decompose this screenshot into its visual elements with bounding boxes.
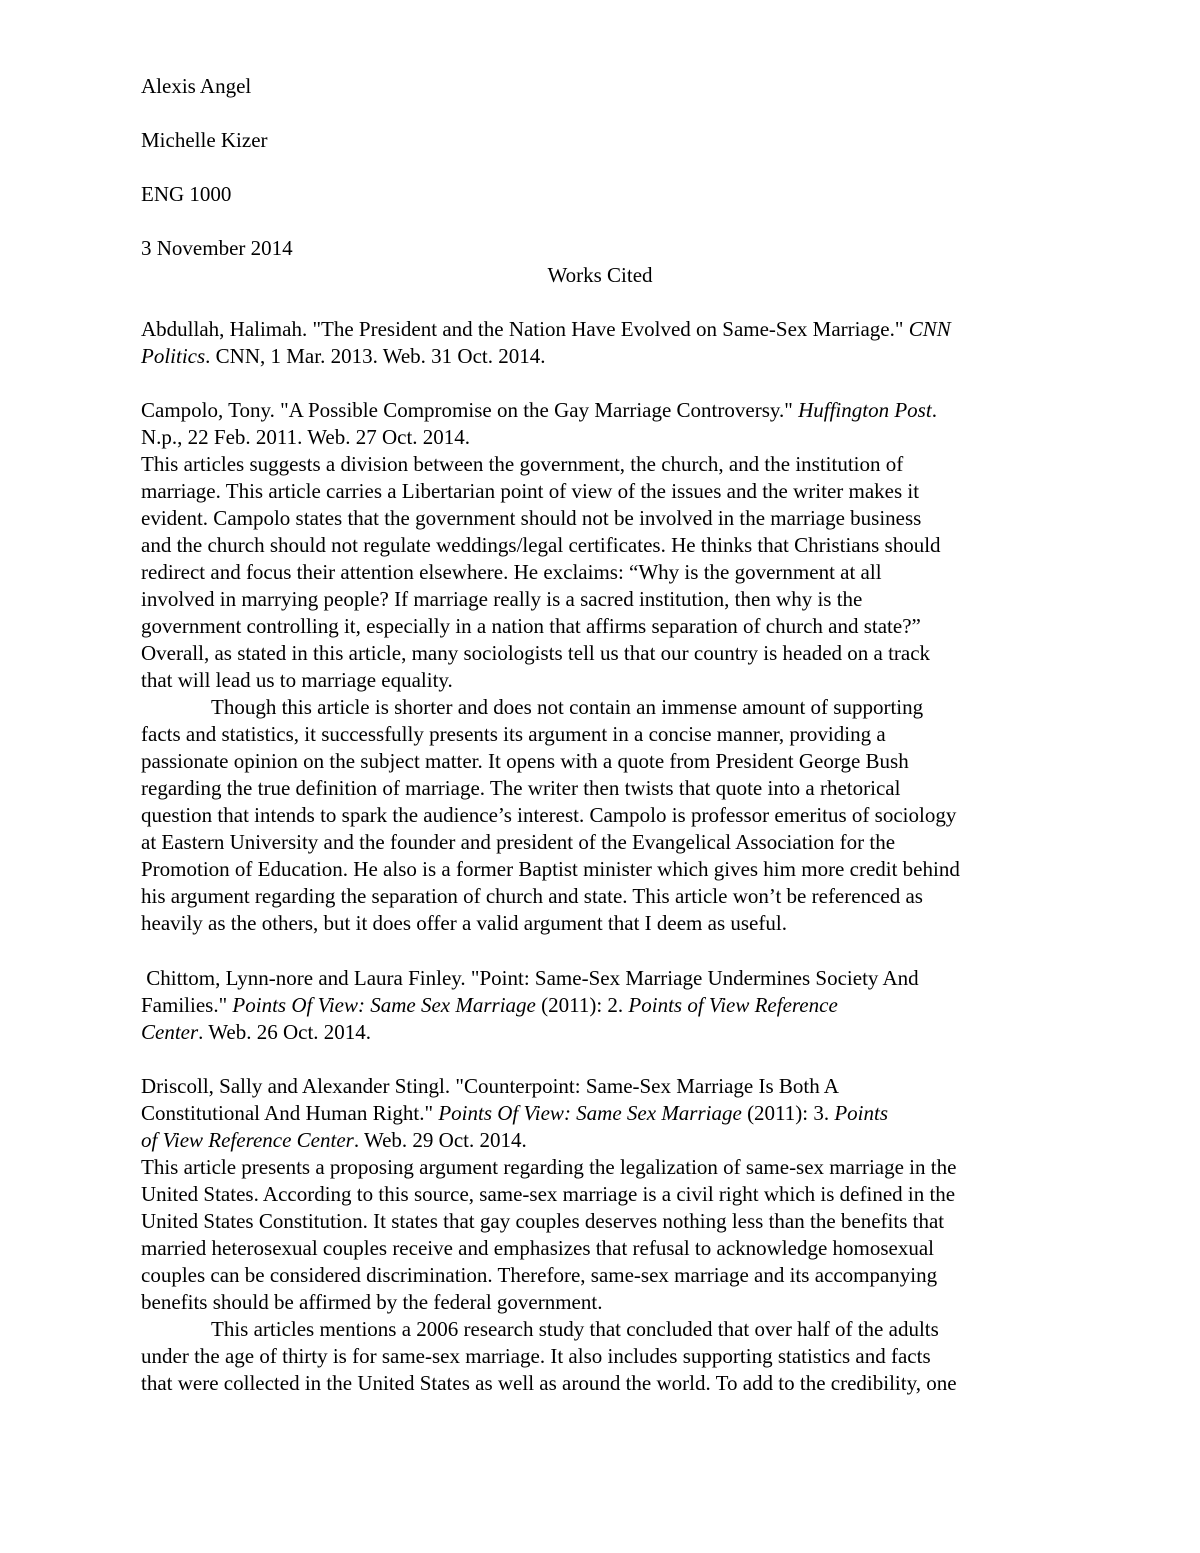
annotation-line: United States Constitution. It states that gay couples deserves nothing less than the benefits that bbox=[141, 1209, 945, 1233]
annotation-line: United States. According to this source, same-sex marriage is a civil right which is defined in the bbox=[141, 1182, 956, 1206]
annotation-line: that will lead us to marriage equality. bbox=[141, 668, 453, 692]
course-name: ENG 1000 bbox=[141, 182, 232, 206]
annotation-line: benefits should be affirmed by the federal government. bbox=[141, 1290, 603, 1314]
annotation-line: This article presents a proposing argument regarding the legalization of same-sex marriage in the bbox=[141, 1155, 957, 1179]
page-title: Works Cited bbox=[547, 263, 653, 287]
annotation-line: redirect and focus their attention elsewhere. He exclaims: “Why is the government at all bbox=[141, 560, 882, 584]
annotation-line: couples can be considered discrimination. Therefore, same-sex marriage and its accompanying bbox=[141, 1263, 938, 1287]
citation bbox=[141, 316, 1071, 370]
annotation-paragraph bbox=[141, 1316, 1071, 1397]
annotation-line: at Eastern University and the founder and president of the Evangelical Association for the bbox=[141, 830, 896, 854]
annotation-line: that were collected in the United States as well as around the world. To add to the credibility, one bbox=[141, 1371, 957, 1395]
annotation-line: This articles suggests a division between the government, the church, and the institution of bbox=[141, 452, 904, 476]
instructor-name: Michelle Kizer bbox=[141, 128, 268, 152]
citation-line: of View Reference Center. Web. 29 Oct. 2014. bbox=[141, 1128, 527, 1152]
citation-line: Families." Points Of View: Same Sex Marriage (2011): 2. Points of View Reference bbox=[141, 993, 838, 1017]
citation-line: N.p., 22 Feb. 2011. Web. 27 Oct. 2014. bbox=[141, 425, 471, 449]
citation bbox=[141, 397, 1071, 451]
annotation-line: Overall, as stated in this article, many sociologists tell us that our country is headed on a track bbox=[141, 641, 931, 665]
citation bbox=[141, 965, 1071, 1046]
citation-line: Driscoll, Sally and Alexander Stingl. "Counterpoint: Same-Sex Marriage Is Both A bbox=[141, 1074, 839, 1098]
annotation-line: government controlling it, especially in a nation that affirms separation of church and state?” bbox=[141, 614, 921, 638]
annotation-line: married heterosexual couples receive and emphasizes that refusal to acknowledge homosexual bbox=[141, 1236, 935, 1260]
student-name: Alexis Angel bbox=[141, 74, 252, 98]
annotation-line: his argument regarding the separation of church and state. This article won’t be referenced as bbox=[141, 884, 923, 908]
works-cited-entry bbox=[141, 1073, 1071, 1397]
annotation-line: Promotion of Education. He also is a former Baptist minister which gives him more credit behind bbox=[141, 857, 960, 881]
annotation-line: question that intends to spark the audience’s interest. Campolo is professor emeritus of sociology bbox=[141, 803, 957, 827]
citation-line: Politics. CNN, 1 Mar. 2013. Web. 31 Oct. 2014. bbox=[141, 344, 546, 368]
annotation-line: facts and statistics, it successfully presents its argument in a concise manner, providing a bbox=[141, 722, 886, 746]
annotation-line: involved in marrying people? If marriage really is a sacred institution, then why is the bbox=[141, 587, 863, 611]
annotation-line: marriage. This article carries a Libertarian point of view of the issues and the writer makes it bbox=[141, 479, 920, 503]
citation-line: Center. Web. 26 Oct. 2014. bbox=[141, 1020, 372, 1044]
annotation-line: under the age of thirty is for same-sex marriage. It also includes supporting statistics and facts bbox=[141, 1344, 931, 1368]
document-date: 3 November 2014 bbox=[141, 236, 293, 260]
citation-line: Campolo, Tony. "A Possible Compromise on the Gay Marriage Controversy." Huffington Post. bbox=[141, 398, 937, 422]
annotation-paragraph bbox=[141, 694, 1071, 937]
citation-line: Chittom, Lynn-nore and Laura Finley. "Point: Same-Sex Marriage Undermines Society And bbox=[141, 966, 919, 990]
annotation-line: This articles mentions a 2006 research study that concluded that over half of the adults bbox=[211, 1317, 939, 1341]
annotation-line: and the church should not regulate weddings/legal certificates. He thinks that Christians should bbox=[141, 533, 941, 557]
works-cited-entry bbox=[141, 965, 1071, 1046]
annotation-line: regarding the true definition of marriage. The writer then twists that quote into a rhetorical bbox=[141, 776, 901, 800]
works-cited-entry bbox=[141, 316, 1071, 370]
annotation-line: heavily as the others, but it does offer a valid argument that I deem as useful. bbox=[141, 911, 787, 935]
annotation-paragraph bbox=[141, 1154, 1071, 1316]
citation-line: Abdullah, Halimah. "The President and the Nation Have Evolved on Same-Sex Marriage." CNN bbox=[141, 317, 951, 341]
citation bbox=[141, 1073, 1071, 1154]
annotation-line: passionate opinion on the subject matter. It opens with a quote from President George Bush bbox=[141, 749, 909, 773]
citation-line: Constitutional And Human Right." Points Of View: Same Sex Marriage (2011): 3. Points bbox=[141, 1101, 889, 1125]
works-cited-entry bbox=[141, 397, 1071, 937]
annotation-line: evident. Campolo states that the government should not be involved in the marriage business bbox=[141, 506, 922, 530]
annotation-line: Though this article is shorter and does not contain an immense amount of supporting bbox=[211, 695, 924, 719]
annotation-paragraph bbox=[141, 451, 1071, 694]
